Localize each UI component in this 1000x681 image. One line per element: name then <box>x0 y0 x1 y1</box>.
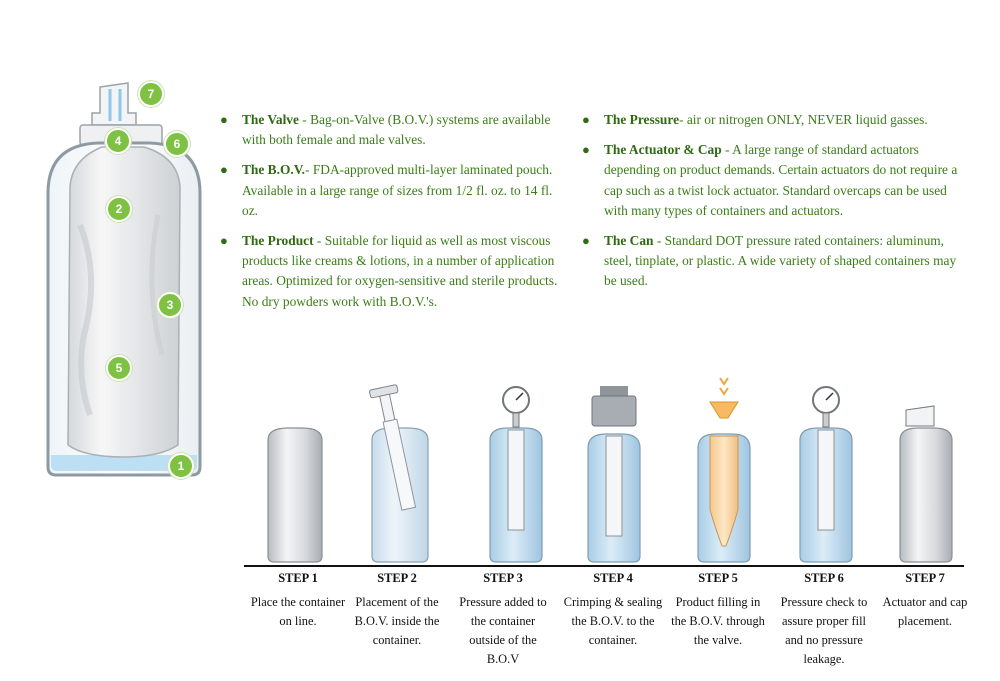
badge-3: 3 <box>157 292 183 318</box>
step-7 <box>875 570 975 631</box>
step-3-can <box>490 387 542 562</box>
feature-actuator-cap: ● The Actuator & Cap - A large range of standard actuators depending on product demands. Certain actuators do not require a cap such as a twist lock actuator. Standard overcaps can be used with many types of containers and actuators. <box>582 142 958 218</box>
step-1-title: STEP 1 <box>278 571 318 585</box>
step-1 <box>248 570 348 631</box>
badge-1: 1 <box>168 453 194 479</box>
step-1-desc: Place the container on line. <box>250 595 346 628</box>
steps-illustration <box>244 370 974 566</box>
step-3-desc: Pressure added to the container outside of the B.O.V <box>459 595 547 666</box>
step-2 <box>347 570 447 650</box>
step-7-desc: Actuator and cap placement. <box>882 595 968 628</box>
feature-bov: ● The B.O.V.- FDA-approved multi-layer laminated pouch. Available in a large range of sizes from 1/2 fl. oz. to 14 fl. oz. <box>220 162 553 218</box>
feature-pressure: ● The Pressure- air or nitrogen ONLY, NEVER liquid gasses. <box>582 112 928 127</box>
badge-4: 4 <box>105 128 131 154</box>
step-3 <box>453 570 553 669</box>
step-7-title: STEP 7 <box>905 571 945 585</box>
badge-7: 7 <box>138 81 164 107</box>
step-6-title: STEP 6 <box>804 571 844 585</box>
step-6 <box>774 570 874 669</box>
step-2-desc: Placement of the B.O.V. inside the container. <box>354 595 440 647</box>
step-5-title: STEP 5 <box>698 571 738 585</box>
step-4-can <box>588 386 640 562</box>
step-5 <box>668 570 768 650</box>
step-3-title: STEP 3 <box>483 571 523 585</box>
features-right <box>582 110 962 302</box>
step-4 <box>563 570 663 650</box>
step-2-title: STEP 2 <box>377 571 417 585</box>
badge-2: 2 <box>106 196 132 222</box>
badge-6: 6 <box>164 131 190 157</box>
step-7-can <box>900 406 952 562</box>
step-5-desc: Product filling in the B.O.V. through the valve. <box>671 595 765 647</box>
step-4-desc: Crimping & sealing the B.O.V. to the container. <box>563 595 663 647</box>
step-6-can <box>800 387 852 562</box>
step-1-can <box>268 428 322 562</box>
step-6-desc: Pressure check to assure proper fill and no pressure leakage. <box>780 595 868 666</box>
feature-valve: ● The Valve - Bag-on-Valve (B.O.V.) systems are available with both female and male valves. <box>220 112 551 148</box>
step-4-title: STEP 4 <box>593 571 633 585</box>
features-left <box>220 110 560 322</box>
step-5-can <box>698 378 750 562</box>
feature-product: ● The Product - Suitable for liquid as well as most viscous products like creams & lotions, in a number of application areas. Optimized for oxygen-sensitive and sterile products. No dry powders work with B.O.V.'s. <box>220 233 558 309</box>
step-2-can <box>369 384 428 562</box>
steps-divider <box>244 565 964 567</box>
badge-5: 5 <box>106 355 132 381</box>
feature-can: ● The Can - Standard DOT pressure rated containers: aluminum, steel, tinplate, or plastic. A wide variety of shaped containers may be used. <box>582 233 957 289</box>
